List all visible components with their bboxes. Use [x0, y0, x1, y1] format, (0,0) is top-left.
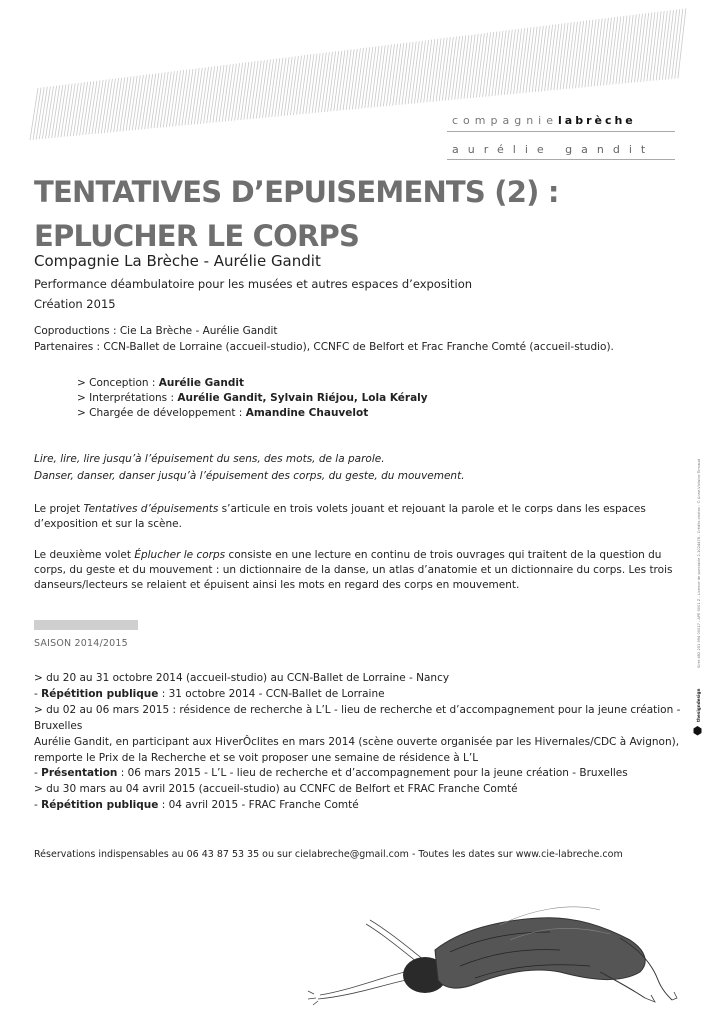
design-hexagon-icon: [694, 726, 702, 736]
para-text: Le deuxième volet: [34, 549, 135, 561]
dancer-sketch-illustration: [300, 880, 680, 1020]
team-value: Amandine Chauvelot: [245, 407, 369, 419]
project-paragraph: [34, 502, 692, 532]
logo-underline-2: [447, 159, 675, 160]
team-development: [77, 407, 368, 419]
item-text: : 31 octobre 2014 - CCN-Ballet de Lorraine: [158, 687, 385, 700]
creation-year: Création 2015: [34, 297, 116, 311]
season-divider-bar: [34, 620, 138, 630]
legal-text: Siret 482 251 994 00017 - APE 9001 Z - Licence de spectacle 2-1024478 - Crédits photos : © Anne-Violaine Tornaud: [697, 459, 701, 668]
team-label: > Chargée de développement :: [77, 407, 246, 419]
para-italic: Tentatives d’épuisements: [83, 503, 219, 515]
item-text: > du 02 au 06 mars 2015 : résidence de recherche à L’L - lieu de recherche et d’accompagnement pour la jeune création - Bruxelles: [34, 703, 681, 732]
team-interpretations: [77, 392, 428, 404]
reservation-footer: Réservations indispensables au 06 43 87 53 35 ou sur cielabreche@gmail.com - Toutes les dates sur www.cie-labreche.com: [34, 849, 623, 860]
item-bold: Présentation: [41, 767, 118, 780]
tagline: Performance déambulatoire pour les musées et autres espaces d’exposition: [34, 277, 473, 291]
decorative-hatch-band: [0, 0, 725, 160]
season-item: [34, 687, 694, 703]
para-italic: Éplucher le corps: [134, 549, 226, 561]
item-bold: Répétition publique: [41, 687, 159, 700]
logo-underline-1: [447, 131, 675, 132]
title-line-1: TENTATIVES D’EPUISEMENTS (2) :: [34, 175, 559, 209]
team-label: > Conception :: [77, 377, 159, 389]
item-text: : 06 mars 2015 - L’L - lieu de recherche et d’accompagnement pour la jeune création - Bruxelles: [117, 767, 628, 780]
item-text: > du 20 au 31 octobre 2014 (accueil-studio) au CCN-Ballet de Lorraine - Nancy: [34, 672, 450, 684]
team-conception: [77, 377, 244, 389]
title-line-2: EPLUCHER LE CORPS: [34, 219, 360, 253]
para-text: consiste en une lecture en continu de trois ouvrages qui traitent de la question du corps, du geste et du mouvement : un dictionnaire de la danse, un atlas d’anatomie et un dictionnaire du corps. Les trois danseurs/lecteurs se relaient et épuisent ainsi les mots en regard des corps en mouvement.: [34, 549, 673, 591]
season-item: [34, 766, 694, 782]
season-item: [34, 782, 694, 798]
quote-line-1: Lire, lire, lire jusqu’à l’épuisement du sens, des mots, de la parole.: [34, 453, 385, 465]
team-value: Aurélie Gandit, Sylvain Riéjou, Lola Kéraly: [177, 392, 428, 404]
design-credit: thesigndesign: [696, 688, 701, 722]
item-text: > du 30 mars au 04 avril 2015 (accueil-studio) au CCNFC de Belfort et FRAC Franche Comté: [34, 783, 518, 796]
page-title: [34, 170, 559, 258]
season-list: [34, 671, 694, 814]
item-prefix: -: [34, 767, 42, 780]
coproductions-text: Coproductions : Cie La Brèche - Aurélie Gandit: [34, 325, 278, 337]
para-text: s’articule en trois volets jouant et rejouant la parole et le corps dans les espaces d’exposition et sur la scène.: [34, 503, 646, 530]
item-prefix: -: [34, 687, 42, 700]
item-prefix: -: [34, 799, 42, 812]
season-item: [34, 798, 694, 814]
partenaires-text: Partenaires : CCN-Ballet de Lorraine (accueil-studio), CCNFC de Belfort et Frac Franche Comté (accueil-studio).: [34, 341, 614, 353]
season-item: [34, 703, 694, 735]
quote-line-2: Danser, danser, danser jusqu’à l’épuisement des corps, du geste, du mouvement.: [34, 470, 465, 482]
season-title: SAISON 2014/2015: [34, 638, 128, 649]
logo-company-light: compagnie: [452, 114, 558, 127]
second-volet-paragraph: [34, 548, 692, 593]
artist-logo: aurélie gandit: [452, 143, 655, 156]
vertical-legal-text: [688, 430, 718, 750]
subtitle: Compagnie La Brèche - Aurélie Gandit: [34, 252, 321, 270]
company-logo: [452, 114, 636, 127]
season-item: [34, 735, 694, 767]
para-text: Le projet: [34, 503, 84, 515]
item-text: Aurélie Gandit, en participant aux HiverÔclites en mars 2014 (scène ouverte organisée par les Hivernales/CDC à Avignon), remporte le Prix de la Recherche et se voit proposer une semaine de résidence à L’L: [34, 735, 680, 764]
logo-company-bold: labrèche: [558, 114, 636, 127]
item-bold: Répétition publique: [41, 799, 159, 812]
season-item: [34, 671, 694, 687]
item-text: : 04 avril 2015 - FRAC Franche Comté: [158, 799, 359, 812]
team-label: > Interprétations :: [77, 392, 178, 404]
team-value: Aurélie Gandit: [158, 377, 244, 389]
